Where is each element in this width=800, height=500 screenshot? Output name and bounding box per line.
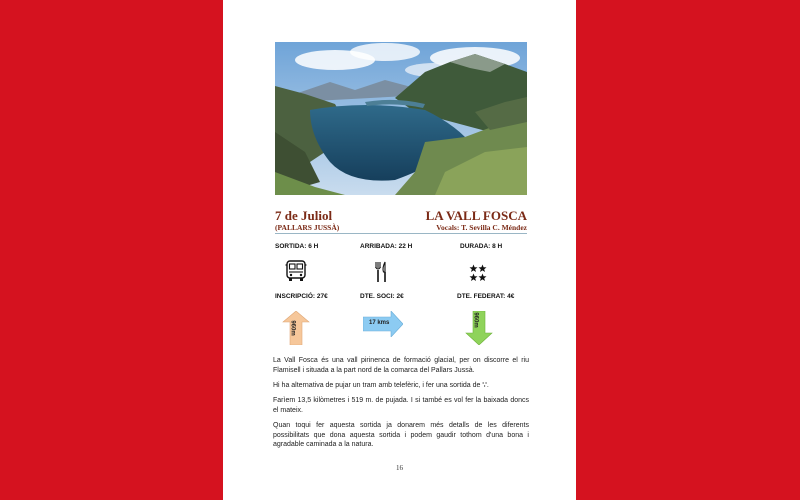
departure-time: SORTIDA: 6 H [275,243,319,250]
trip-vocals: Vocals: T. Sevilla C. Méndez [436,223,527,232]
arrival-time: ARRIBADA: 22 H [360,243,413,250]
page-number: 16 [396,464,403,472]
paragraph-alternative-text: Hi ha alternativa de pujar un tram amb telefèric, i fer una sortida de [273,382,483,389]
header-divider [275,233,527,234]
trip-region: (PALLARS JUSSÀ) [275,223,340,232]
paragraph-alternative [273,381,529,391]
paragraph-alternative-end: . [486,382,489,389]
difficulty-symbol: ∵ [482,382,487,389]
duration: DURADA: 8 H [460,243,503,250]
stars-icon [469,264,487,287]
paragraph-intro: La Vall Fosca és una vall pirinenca de formació glacial, per on discorre el riu Flamisell i situada a la part nord de la comarca del Pallars Jussà. [273,357,529,374]
document-page [223,0,576,500]
distance-label: 17 kms [369,320,390,326]
distance-arrow [363,311,403,342]
fork-knife-icon [373,261,389,288]
registration-fee: INSCRIPCIÓ: 27€ [275,293,328,300]
federated-discount: DTE. FEDERAT: 4€ [457,293,515,300]
descent-label: 960m [472,312,479,328]
ascent-arrow [282,311,310,350]
trip-title: LA VALL FOSCA [425,208,527,223]
bus-icon [285,259,307,288]
ascent-label: 960m [289,320,296,336]
paragraph-distance: Farìem 13,5 kilòmetres i 519 m. de pujada. I si també es vol fer la baixada doncs el mateix. [273,397,529,414]
lake-photo [275,42,527,195]
paragraph-details: Quan toqui fer aquesta sortida ja donarem més detalls de les diferents possibilitats que dona aquesta sortida i podem gaudir tothom d'una bona i agradable caminada a la natura. [273,422,529,448]
member-discount: DTE. SOCI: 2€ [360,293,404,300]
trip-date: 7 de Juliol [275,208,333,223]
descent-arrow [465,311,493,350]
